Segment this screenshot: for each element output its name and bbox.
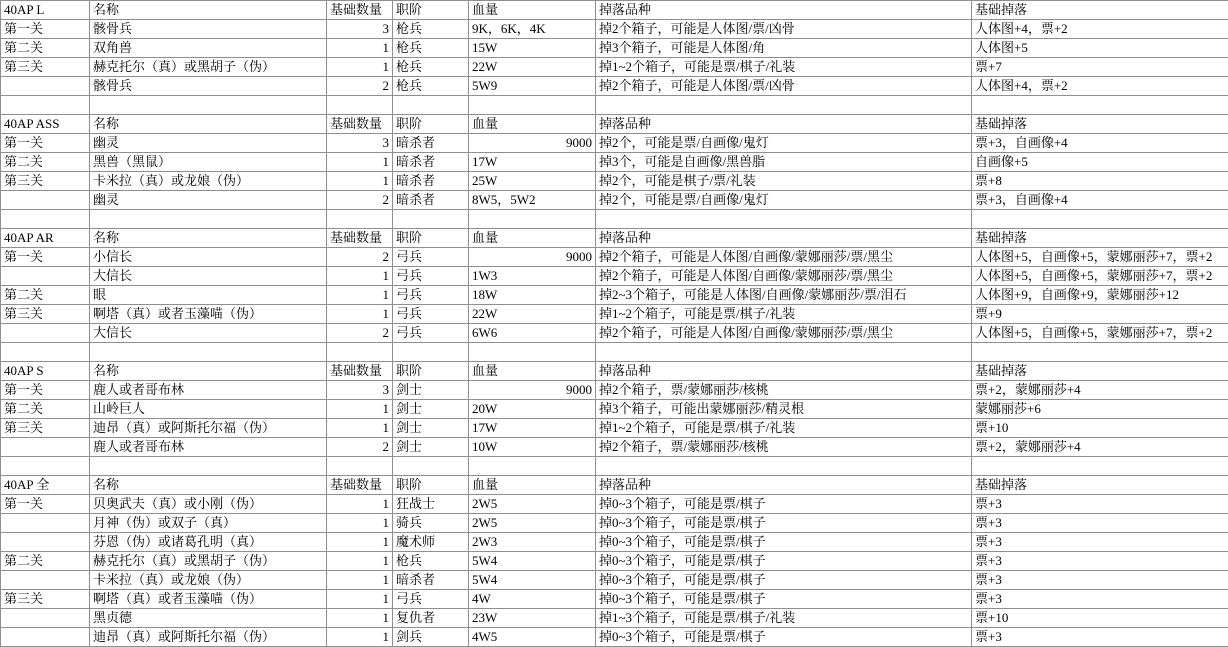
empty-cell[interactable] bbox=[469, 343, 596, 362]
class-cell[interactable]: 暗杀者 bbox=[393, 134, 469, 153]
qty-cell[interactable]: 2 bbox=[327, 438, 393, 457]
hp-cell[interactable]: 20W bbox=[469, 400, 596, 419]
column-header-cell[interactable]: 名称 bbox=[90, 362, 327, 381]
drops-cell[interactable]: 掉2个，可能是票/自画像/鬼灯 bbox=[596, 191, 972, 210]
stage-cell[interactable]: 第二关 bbox=[1, 552, 90, 571]
qty-cell[interactable]: 1 bbox=[327, 172, 393, 191]
stage-cell[interactable]: 第一关 bbox=[1, 20, 90, 39]
separator-row bbox=[1, 96, 1228, 115]
base-drop-cell[interactable]: 人体图+5，自画像+5，蒙娜丽莎+7，票+2 bbox=[972, 267, 1228, 286]
column-header-cell[interactable]: 血量 bbox=[469, 1, 596, 20]
qty-cell[interactable]: 3 bbox=[327, 381, 393, 400]
empty-cell[interactable] bbox=[1, 457, 90, 476]
name-cell[interactable]: 大信长 bbox=[90, 324, 327, 343]
name-cell[interactable]: 骸骨兵 bbox=[90, 20, 327, 39]
hp-cell[interactable]: 2W3 bbox=[469, 533, 596, 552]
base-drop-cell[interactable]: 自画像+5 bbox=[972, 153, 1228, 172]
name-cell[interactable]: 双角兽 bbox=[90, 39, 327, 58]
hp-cell[interactable]: 23W bbox=[469, 609, 596, 628]
empty-cell[interactable] bbox=[393, 457, 469, 476]
empty-cell[interactable] bbox=[596, 210, 972, 229]
class-cell[interactable]: 剑士 bbox=[393, 419, 469, 438]
name-cell[interactable]: 幽灵 bbox=[90, 134, 327, 153]
table-row bbox=[1, 172, 1228, 191]
hp-cell[interactable]: 4W5 bbox=[469, 628, 596, 647]
base-drop-cell[interactable]: 票+10 bbox=[972, 419, 1228, 438]
section-header-row bbox=[1, 476, 1228, 495]
qty-cell[interactable]: 1 bbox=[327, 590, 393, 609]
qty-cell[interactable]: 1 bbox=[327, 571, 393, 590]
table-row bbox=[1, 305, 1228, 324]
table-row bbox=[1, 419, 1228, 438]
hp-cell[interactable]: 5W4 bbox=[469, 571, 596, 590]
base-drop-cell[interactable]: 票+9 bbox=[972, 305, 1228, 324]
empty-cell[interactable] bbox=[327, 96, 393, 115]
hp-cell[interactable]: 9000 bbox=[469, 248, 596, 267]
name-cell[interactable]: 鹿人或者哥布林 bbox=[90, 381, 327, 400]
hp-cell[interactable]: 8W5，5W2 bbox=[469, 191, 596, 210]
qty-cell[interactable]: 1 bbox=[327, 419, 393, 438]
column-header-cell[interactable]: 职阶 bbox=[393, 362, 469, 381]
drops-cell[interactable]: 掉3个箱子，可能出蒙娜丽莎/精灵根 bbox=[596, 400, 972, 419]
qty-cell[interactable]: 1 bbox=[327, 58, 393, 77]
table-row bbox=[1, 552, 1228, 571]
empty-cell[interactable] bbox=[90, 343, 327, 362]
empty-cell[interactable] bbox=[469, 210, 596, 229]
section-id-cell[interactable]: 40AP AR bbox=[1, 229, 90, 248]
name-cell[interactable]: 眼 bbox=[90, 286, 327, 305]
name-cell[interactable]: 鹿人或者哥布林 bbox=[90, 438, 327, 457]
drops-cell[interactable]: 掉0~3个箱子，可能是票/棋子 bbox=[596, 495, 972, 514]
drops-cell[interactable]: 掉2个箱子，票/蒙娜丽莎/核桃 bbox=[596, 438, 972, 457]
column-header-cell[interactable]: 名称 bbox=[90, 229, 327, 248]
drops-cell[interactable]: 掉0~3个箱子，可能是票/棋子 bbox=[596, 552, 972, 571]
class-cell[interactable]: 枪兵 bbox=[393, 39, 469, 58]
drops-cell[interactable]: 掉2~3个箱子，可能是人体图/自画像/蒙娜丽莎/票/泪石 bbox=[596, 286, 972, 305]
drops-cell[interactable]: 掉1~3个箱子，可能是票/棋子/礼装 bbox=[596, 609, 972, 628]
base-drop-cell[interactable]: 票+3，自画像+4 bbox=[972, 191, 1228, 210]
stage-cell[interactable] bbox=[1, 514, 90, 533]
column-header-cell[interactable]: 职阶 bbox=[393, 476, 469, 495]
column-header-cell[interactable]: 基础数量 bbox=[327, 229, 393, 248]
drops-cell[interactable]: 掉2个箱子，可能是人体图/票/凶骨 bbox=[596, 20, 972, 39]
column-header-cell[interactable]: 基础掉落 bbox=[972, 115, 1228, 134]
stage-cell[interactable]: 第二关 bbox=[1, 400, 90, 419]
table-row bbox=[1, 571, 1228, 590]
hp-cell[interactable]: 9000 bbox=[469, 381, 596, 400]
stage-cell[interactable]: 第二关 bbox=[1, 153, 90, 172]
column-header-cell[interactable]: 血量 bbox=[469, 229, 596, 248]
qty-cell[interactable]: 2 bbox=[327, 191, 393, 210]
table-row bbox=[1, 153, 1228, 172]
column-header-cell[interactable]: 血量 bbox=[469, 115, 596, 134]
base-drop-cell[interactable]: 蒙娜丽莎+6 bbox=[972, 400, 1228, 419]
class-cell[interactable]: 暗杀者 bbox=[393, 191, 469, 210]
base-drop-cell[interactable]: 票+3 bbox=[972, 495, 1228, 514]
section-id-cell[interactable]: 40AP L bbox=[1, 1, 90, 20]
section-id-cell[interactable]: 40AP S bbox=[1, 362, 90, 381]
empty-cell[interactable] bbox=[596, 343, 972, 362]
name-cell[interactable]: 幽灵 bbox=[90, 191, 327, 210]
name-cell[interactable]: 迪昂（真）或阿斯托尔福（伪） bbox=[90, 628, 327, 647]
class-cell[interactable]: 弓兵 bbox=[393, 324, 469, 343]
hp-cell[interactable]: 2W5 bbox=[469, 495, 596, 514]
table-row bbox=[1, 514, 1228, 533]
stage-cell[interactable]: 第三关 bbox=[1, 305, 90, 324]
stage-cell[interactable] bbox=[1, 609, 90, 628]
section-header-row bbox=[1, 362, 1228, 381]
column-header-cell[interactable]: 基础数量 bbox=[327, 362, 393, 381]
name-cell[interactable]: 卡米拉（真）或龙娘（伪） bbox=[90, 172, 327, 191]
drop-table-body bbox=[1, 1, 1228, 647]
drops-cell[interactable]: 掉3个，可能是自画像/黑兽脂 bbox=[596, 153, 972, 172]
name-cell[interactable]: 黑贞德 bbox=[90, 609, 327, 628]
empty-cell[interactable] bbox=[90, 457, 327, 476]
column-header-cell[interactable]: 血量 bbox=[469, 362, 596, 381]
drops-cell[interactable]: 掉1~2个箱子，可能是票/棋子/礼装 bbox=[596, 305, 972, 324]
name-cell[interactable]: 山岭巨人 bbox=[90, 400, 327, 419]
base-drop-cell[interactable]: 票+3 bbox=[972, 552, 1228, 571]
qty-cell[interactable]: 1 bbox=[327, 533, 393, 552]
column-header-cell[interactable]: 血量 bbox=[469, 476, 596, 495]
table-row bbox=[1, 20, 1228, 39]
class-cell[interactable]: 剑士 bbox=[393, 400, 469, 419]
qty-cell[interactable]: 1 bbox=[327, 495, 393, 514]
table-row bbox=[1, 286, 1228, 305]
table-row bbox=[1, 324, 1228, 343]
empty-cell[interactable] bbox=[469, 457, 596, 476]
qty-cell[interactable]: 1 bbox=[327, 153, 393, 172]
name-cell[interactable]: 小信长 bbox=[90, 248, 327, 267]
table-row bbox=[1, 438, 1228, 457]
stage-cell[interactable] bbox=[1, 267, 90, 286]
empty-cell[interactable] bbox=[327, 343, 393, 362]
table-row bbox=[1, 381, 1228, 400]
name-cell[interactable]: 芬恩（伪）或诸葛孔明（真） bbox=[90, 533, 327, 552]
qty-cell[interactable]: 3 bbox=[327, 134, 393, 153]
drops-cell[interactable]: 掉2个箱子，可能是人体图/自画像/蒙娜丽莎/票/黑尘 bbox=[596, 324, 972, 343]
drops-cell[interactable]: 掉1~2个箱子，可能是票/棋子/礼装 bbox=[596, 58, 972, 77]
column-header-cell[interactable]: 基础数量 bbox=[327, 476, 393, 495]
class-cell[interactable]: 弓兵 bbox=[393, 286, 469, 305]
name-cell[interactable]: 大信长 bbox=[90, 267, 327, 286]
empty-cell[interactable] bbox=[90, 210, 327, 229]
class-cell[interactable]: 枪兵 bbox=[393, 20, 469, 39]
class-cell[interactable]: 骑兵 bbox=[393, 514, 469, 533]
section-header-row bbox=[1, 229, 1228, 248]
stage-cell[interactable]: 第二关 bbox=[1, 39, 90, 58]
hp-cell[interactable]: 5W9 bbox=[469, 77, 596, 96]
table-row bbox=[1, 609, 1228, 628]
drops-cell[interactable]: 掉0~3个箱子，可能是票/棋子 bbox=[596, 590, 972, 609]
column-header-cell[interactable]: 掉落品种 bbox=[596, 229, 972, 248]
qty-cell[interactable]: 2 bbox=[327, 324, 393, 343]
table-row bbox=[1, 400, 1228, 419]
empty-cell[interactable] bbox=[972, 343, 1228, 362]
empty-cell[interactable] bbox=[469, 96, 596, 115]
drops-cell[interactable]: 掉2个箱子，票/蒙娜丽莎/核桃 bbox=[596, 381, 972, 400]
stage-cell[interactable]: 第一关 bbox=[1, 134, 90, 153]
class-cell[interactable]: 枪兵 bbox=[393, 77, 469, 96]
stage-cell[interactable]: 第三关 bbox=[1, 590, 90, 609]
column-header-cell[interactable]: 掉落品种 bbox=[596, 115, 972, 134]
hp-cell[interactable]: 22W bbox=[469, 58, 596, 77]
base-drop-cell[interactable]: 票+3 bbox=[972, 514, 1228, 533]
stage-cell[interactable]: 第二关 bbox=[1, 286, 90, 305]
separator-row bbox=[1, 343, 1228, 362]
drops-cell[interactable]: 掉1~2个箱子，可能是票/棋子/礼装 bbox=[596, 419, 972, 438]
qty-cell[interactable]: 1 bbox=[327, 39, 393, 58]
base-drop-cell[interactable]: 人体图+4，票+2 bbox=[972, 20, 1228, 39]
name-cell[interactable]: 赫克托尔（真）或黑胡子（伪） bbox=[90, 552, 327, 571]
name-cell[interactable]: 迪昂（真）或阿斯托尔福（伪） bbox=[90, 419, 327, 438]
column-header-cell[interactable]: 基础数量 bbox=[327, 115, 393, 134]
class-cell[interactable]: 狂战士 bbox=[393, 495, 469, 514]
empty-cell[interactable] bbox=[972, 457, 1228, 476]
qty-cell[interactable]: 1 bbox=[327, 514, 393, 533]
table-row bbox=[1, 134, 1228, 153]
stage-cell[interactable]: 第三关 bbox=[1, 58, 90, 77]
class-cell[interactable]: 魔术师 bbox=[393, 533, 469, 552]
column-header-cell[interactable]: 名称 bbox=[90, 476, 327, 495]
stage-cell[interactable] bbox=[1, 77, 90, 96]
empty-cell[interactable] bbox=[393, 343, 469, 362]
name-cell[interactable]: 啊塔（真）或者玉藻喵（伪） bbox=[90, 305, 327, 324]
empty-cell[interactable] bbox=[972, 96, 1228, 115]
name-cell[interactable]: 贝奥武夫（真）或小刚（伪） bbox=[90, 495, 327, 514]
drops-cell[interactable]: 掉0~3个箱子，可能是票/棋子 bbox=[596, 514, 972, 533]
column-header-cell[interactable]: 名称 bbox=[90, 1, 327, 20]
section-id-cell[interactable]: 40AP ASS bbox=[1, 115, 90, 134]
table-row bbox=[1, 191, 1228, 210]
table-row bbox=[1, 248, 1228, 267]
drops-cell[interactable]: 掉2个箱子，可能是人体图/自画像/蒙娜丽莎/票/黑尘 bbox=[596, 248, 972, 267]
empty-cell[interactable] bbox=[1, 343, 90, 362]
hp-cell[interactable]: 6W6 bbox=[469, 324, 596, 343]
base-drop-cell[interactable]: 票+10 bbox=[972, 609, 1228, 628]
stage-cell[interactable] bbox=[1, 571, 90, 590]
column-header-cell[interactable]: 基础掉落 bbox=[972, 1, 1228, 20]
qty-cell[interactable]: 1 bbox=[327, 267, 393, 286]
qty-cell[interactable]: 1 bbox=[327, 609, 393, 628]
class-cell[interactable]: 复仇者 bbox=[393, 609, 469, 628]
base-drop-cell[interactable]: 人体图+5，自画像+5，蒙娜丽莎+7，票+2 bbox=[972, 324, 1228, 343]
class-cell[interactable]: 暗杀者 bbox=[393, 571, 469, 590]
table-row bbox=[1, 267, 1228, 286]
name-cell[interactable]: 月神（伪）或双子（真） bbox=[90, 514, 327, 533]
stage-cell[interactable] bbox=[1, 191, 90, 210]
hp-cell[interactable]: 5W4 bbox=[469, 552, 596, 571]
hp-cell[interactable]: 25W bbox=[469, 172, 596, 191]
name-cell[interactable]: 黑兽（黑鼠） bbox=[90, 153, 327, 172]
table-row bbox=[1, 58, 1228, 77]
stage-cell[interactable] bbox=[1, 533, 90, 552]
hp-cell[interactable]: 17W bbox=[469, 153, 596, 172]
empty-cell[interactable] bbox=[972, 210, 1228, 229]
hp-cell[interactable]: 15W bbox=[469, 39, 596, 58]
section-header-row bbox=[1, 1, 1228, 20]
column-header-cell[interactable]: 基础数量 bbox=[327, 1, 393, 20]
stage-cell[interactable] bbox=[1, 628, 90, 647]
empty-cell[interactable] bbox=[1, 96, 90, 115]
qty-cell[interactable]: 1 bbox=[327, 305, 393, 324]
name-cell[interactable]: 赫克托尔（真）或黑胡子（伪） bbox=[90, 58, 327, 77]
class-cell[interactable]: 暗杀者 bbox=[393, 153, 469, 172]
class-cell[interactable]: 枪兵 bbox=[393, 58, 469, 77]
stage-cell[interactable]: 第三关 bbox=[1, 419, 90, 438]
class-cell[interactable]: 弓兵 bbox=[393, 267, 469, 286]
column-header-cell[interactable]: 掉落品种 bbox=[596, 1, 972, 20]
base-drop-cell[interactable]: 人体图+9，自画像+9，蒙娜丽莎+12 bbox=[972, 286, 1228, 305]
column-header-cell[interactable]: 掉落品种 bbox=[596, 362, 972, 381]
class-cell[interactable]: 暗杀者 bbox=[393, 172, 469, 191]
empty-cell[interactable] bbox=[596, 96, 972, 115]
base-drop-cell[interactable]: 票+3 bbox=[972, 590, 1228, 609]
drops-cell[interactable]: 掉0~3个箱子，可能是票/棋子 bbox=[596, 628, 972, 647]
empty-cell[interactable] bbox=[90, 96, 327, 115]
column-header-cell[interactable]: 基础掉落 bbox=[972, 476, 1228, 495]
stage-cell[interactable]: 第一关 bbox=[1, 248, 90, 267]
column-header-cell[interactable]: 基础掉落 bbox=[972, 229, 1228, 248]
column-header-cell[interactable]: 基础掉落 bbox=[972, 362, 1228, 381]
table-row bbox=[1, 495, 1228, 514]
drops-cell[interactable]: 掉3个箱子，可能是人体图/角 bbox=[596, 39, 972, 58]
stage-cell[interactable] bbox=[1, 324, 90, 343]
base-drop-cell[interactable]: 票+3 bbox=[972, 533, 1228, 552]
hp-cell[interactable]: 1W3 bbox=[469, 267, 596, 286]
separator-row bbox=[1, 457, 1228, 476]
qty-cell[interactable]: 1 bbox=[327, 400, 393, 419]
name-cell[interactable]: 骸骨兵 bbox=[90, 77, 327, 96]
empty-cell[interactable] bbox=[1, 210, 90, 229]
stage-cell[interactable]: 第三关 bbox=[1, 172, 90, 191]
empty-cell[interactable] bbox=[327, 210, 393, 229]
hp-cell[interactable]: 17W bbox=[469, 419, 596, 438]
class-cell[interactable]: 剑士 bbox=[393, 381, 469, 400]
empty-cell[interactable] bbox=[393, 210, 469, 229]
base-drop-cell[interactable]: 票+3，自画像+4 bbox=[972, 134, 1228, 153]
qty-cell[interactable]: 1 bbox=[327, 286, 393, 305]
drops-cell[interactable]: 掉2个，可能是棋子/票/礼装 bbox=[596, 172, 972, 191]
empty-cell[interactable] bbox=[327, 457, 393, 476]
column-header-cell[interactable]: 职阶 bbox=[393, 229, 469, 248]
base-drop-cell[interactable]: 票+2，蒙娜丽莎+4 bbox=[972, 381, 1228, 400]
base-drop-cell[interactable]: 票+7 bbox=[972, 58, 1228, 77]
column-header-cell[interactable]: 名称 bbox=[90, 115, 327, 134]
stage-cell[interactable] bbox=[1, 438, 90, 457]
class-cell[interactable]: 弓兵 bbox=[393, 248, 469, 267]
table-row bbox=[1, 628, 1228, 647]
hp-cell[interactable]: 10W bbox=[469, 438, 596, 457]
table-row bbox=[1, 77, 1228, 96]
hp-cell[interactable]: 9000 bbox=[469, 134, 596, 153]
column-header-cell[interactable]: 职阶 bbox=[393, 1, 469, 20]
table-row bbox=[1, 39, 1228, 58]
base-drop-cell[interactable]: 人体图+5，自画像+5，蒙娜丽莎+7，票+2 bbox=[972, 248, 1228, 267]
drops-cell[interactable]: 掉2个箱子，可能是人体图/自画像/蒙娜丽莎/票/黑尘 bbox=[596, 267, 972, 286]
qty-cell[interactable]: 3 bbox=[327, 20, 393, 39]
name-cell[interactable]: 卡米拉（真）或龙娘（伪） bbox=[90, 571, 327, 590]
name-cell[interactable]: 啊塔（真）或者玉藻喵（伪） bbox=[90, 590, 327, 609]
hp-cell[interactable]: 4W bbox=[469, 590, 596, 609]
qty-cell[interactable]: 1 bbox=[327, 628, 393, 647]
section-id-cell[interactable]: 40AP 全 bbox=[1, 476, 90, 495]
section-header-row bbox=[1, 115, 1228, 134]
qty-cell[interactable]: 2 bbox=[327, 248, 393, 267]
drops-cell[interactable]: 掉2个箱子，可能是人体图/票/凶骨 bbox=[596, 77, 972, 96]
class-cell[interactable]: 弓兵 bbox=[393, 590, 469, 609]
qty-cell[interactable]: 1 bbox=[327, 552, 393, 571]
table-row bbox=[1, 533, 1228, 552]
base-drop-cell[interactable]: 人体图+5 bbox=[972, 39, 1228, 58]
hp-cell[interactable]: 22W bbox=[469, 305, 596, 324]
table-row bbox=[1, 590, 1228, 609]
base-drop-cell[interactable]: 票+8 bbox=[972, 172, 1228, 191]
drops-cell[interactable]: 掉0~3个箱子，可能是票/棋子 bbox=[596, 533, 972, 552]
base-drop-cell[interactable]: 票+3 bbox=[972, 628, 1228, 647]
stage-cell[interactable]: 第一关 bbox=[1, 495, 90, 514]
hp-cell[interactable]: 9K，6K，4K bbox=[469, 20, 596, 39]
class-cell[interactable]: 剑士 bbox=[393, 438, 469, 457]
class-cell[interactable]: 剑兵 bbox=[393, 628, 469, 647]
hp-cell[interactable]: 2W5 bbox=[469, 514, 596, 533]
empty-cell[interactable] bbox=[596, 457, 972, 476]
separator-row bbox=[1, 210, 1228, 229]
stage-cell[interactable]: 第一关 bbox=[1, 381, 90, 400]
class-cell[interactable]: 枪兵 bbox=[393, 552, 469, 571]
qty-cell[interactable]: 2 bbox=[327, 77, 393, 96]
base-drop-cell[interactable]: 人体图+4，票+2 bbox=[972, 77, 1228, 96]
drops-cell[interactable]: 掉2个，可能是票/自画像/鬼灯 bbox=[596, 134, 972, 153]
hp-cell[interactable]: 18W bbox=[469, 286, 596, 305]
base-drop-cell[interactable]: 票+2，蒙娜丽莎+4 bbox=[972, 438, 1228, 457]
class-cell[interactable]: 弓兵 bbox=[393, 305, 469, 324]
drops-cell[interactable]: 掉0~3个箱子，可能是票/棋子 bbox=[596, 571, 972, 590]
base-drop-cell[interactable]: 票+3 bbox=[972, 571, 1228, 590]
column-header-cell[interactable]: 掉落品种 bbox=[596, 476, 972, 495]
column-header-cell[interactable]: 职阶 bbox=[393, 115, 469, 134]
empty-cell[interactable] bbox=[393, 96, 469, 115]
